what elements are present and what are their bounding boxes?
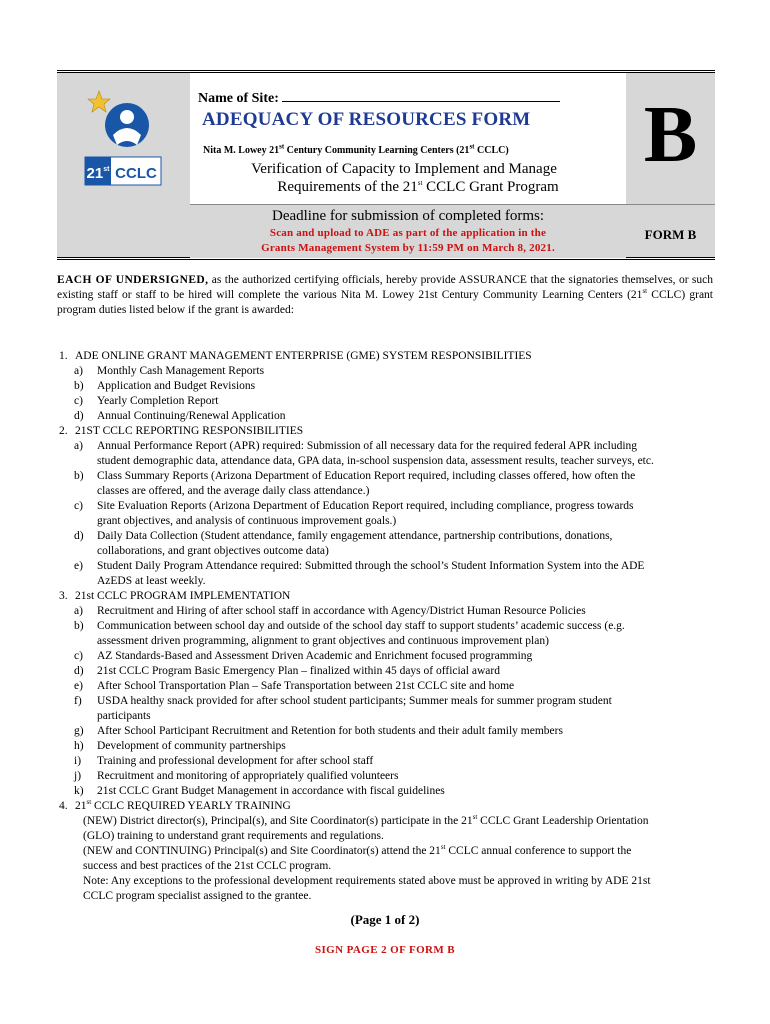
verification-line-2: Requirements of the 21st CCLC Grant Program — [277, 179, 559, 195]
deadline-text: Deadline for submission of completed forms: — [271, 208, 545, 224]
deadline-box — [190, 204, 626, 258]
site-name-field[interactable] — [198, 87, 560, 107]
list-item: k) 21st CCLC Grant Budget Management in accordance with fiscal guidelines — [74, 785, 445, 797]
list-item: f) USDA healthy snack provided for after school student participants; Summer meals for summer program student — [74, 695, 612, 707]
list-item: h) Development of community partnerships — [74, 740, 286, 752]
list-item: b) Application and Budget Revisions — [74, 380, 256, 392]
list-item: j) Recruitment and monitoring of appropriately qualified volunteers — [74, 770, 399, 782]
form-label: FORM B — [644, 227, 697, 242]
list-item: c) Site Evaluation Reports (Arizona Department of Education Report required, including compliance, progress towards — [74, 500, 634, 512]
form-label-box — [626, 204, 715, 258]
list-item: e) After School Transportation Plan – Safe Transportation between 21st CCLC site and home — [74, 680, 515, 692]
list-item-cont: participants — [97, 710, 151, 722]
svg-text:CCLC: CCLC — [115, 165, 157, 182]
page-indicator: (Page 1 of 2) — [350, 912, 420, 927]
header-middle — [190, 73, 626, 257]
list-item: c) Yearly Completion Report — [74, 395, 219, 407]
list-item-cont: student demographic data, attendance data, GPA data, in-school suspension data, assessment results, teacher surveys, etc. — [97, 455, 654, 467]
list-item: c) AZ Standards-Based and Assessment Driven Academic and Enrichment focused programming — [74, 650, 533, 662]
list-item-cont: collaborations, and grant objectives outcome data) — [97, 545, 329, 557]
list-item-cont: AzEDS at least weekly. — [97, 575, 206, 587]
form-letter-cell — [626, 73, 715, 257]
section-heading: 4. 21st CCLC REQUIRED YEARLY TRAINING — [59, 798, 291, 812]
training-text: (NEW) District director(s), Principal(s), and Site Coordinator(s) participate in the 21st CCLC Grant Leadership Orientation — [83, 813, 649, 827]
list-item: d) 21st CCLC Program Basic Emergency Plan – finalized within 45 days of official award — [74, 665, 500, 677]
form-title: ADEQUACY OF RESOURCES FORM — [202, 109, 531, 130]
list-item: g) After School Participant Recruitment and Retention for both students and their adult family members — [74, 725, 563, 737]
section-gme — [59, 349, 719, 904]
cclc-logo-icon — [83, 87, 163, 197]
list-item-cont: grant objectives, and analysis of continuous improvement goals.) — [97, 515, 397, 527]
assurance-paragraph: EACH OF UNDERSIGNED, as the authorized certifying officials, hereby provide ASSURANCE that the signatories themselves, or such existing staff or staff to be hired will complete the various Nita M. Lowey 21st Century Community Learning Centers (21st CCLC) grant program duties listed below if the grant is awarded: — [57, 274, 713, 316]
verification-line-1: Verification of Capacity to Implement and Manage — [251, 161, 557, 177]
training-note: Note: Any exceptions to the professional development requirements stated above must be approved in writing by ADE 21st — [83, 875, 651, 887]
list-item: d) Daily Data Collection (Student attendance, family engagement attendance, partnership contributions, donations, — [74, 530, 613, 542]
list-item: d) Annual Continuing/Renewal Application — [74, 410, 286, 422]
scan-instruction-2: Grants Management System by 11:59 PM on March 8, 2021. — [261, 242, 555, 254]
form-header — [57, 70, 715, 260]
logo-cell — [57, 73, 190, 257]
site-name-line[interactable] — [282, 87, 560, 102]
section-heading: 3. 21st CCLC PROGRAM IMPLEMENTATION — [59, 590, 291, 602]
list-item: b) Communication between school day and outside of the school day staff to support students’ academic success (e.g. — [74, 620, 625, 632]
list-item: i) Training and professional development for after school staff — [74, 755, 374, 767]
program-subtitle: Nita M. Lowey 21st Century Community Learning Centers (21st CCLC) — [203, 142, 509, 156]
training-text: success and best practices of the 21st CCLC program. — [83, 860, 332, 872]
section-heading: 1. ADE ONLINE GRANT MANAGEMENT ENTERPRISE (GME) SYSTEM RESPONSIBILITIES — [59, 350, 532, 362]
sign-instruction: SIGN PAGE 2 OF FORM B — [314, 944, 456, 956]
section-heading: 2. 21ST CCLC REPORTING RESPONSIBILITIES — [59, 425, 304, 437]
list-item-cont: classes are offered, and the average daily class attendance.) — [97, 485, 370, 497]
list-item: a) Annual Performance Report (APR) required: Submission of all necessary data for the required federal APR including — [74, 440, 638, 452]
svg-text:21st: 21st — [86, 165, 110, 182]
training-text: (GLO) training to understand grant requirements and regulations. — [83, 830, 384, 842]
list-item: b) Class Summary Reports (Arizona Department of Education Report required, including classes offered, how often the — [74, 470, 636, 482]
form-letter: B — [643, 91, 698, 179]
list-item: a) Monthly Cash Management Reports — [74, 365, 265, 377]
site-label: Name of Site: — [198, 91, 279, 106]
scan-instruction-1: Scan and upload to ADE as part of the application in the — [269, 227, 547, 239]
list-item: a) Recruitment and Hiring of after school staff in accordance with Agency/District Human Resource Policies — [74, 605, 586, 617]
list-item: e) Student Daily Program Attendance required: Submitted through the school’s Student Information System into the ADE — [74, 560, 645, 572]
training-note: CCLC program specialist assigned to the grantee. — [83, 890, 312, 902]
list-item-cont: assessment driven programming, alignment to grant objectives and continuous improvement plan) — [97, 635, 549, 647]
training-text: (NEW and CONTINUING) Principal(s) and Site Coordinator(s) attend the 21st CCLC annual conference to support the — [83, 843, 632, 857]
